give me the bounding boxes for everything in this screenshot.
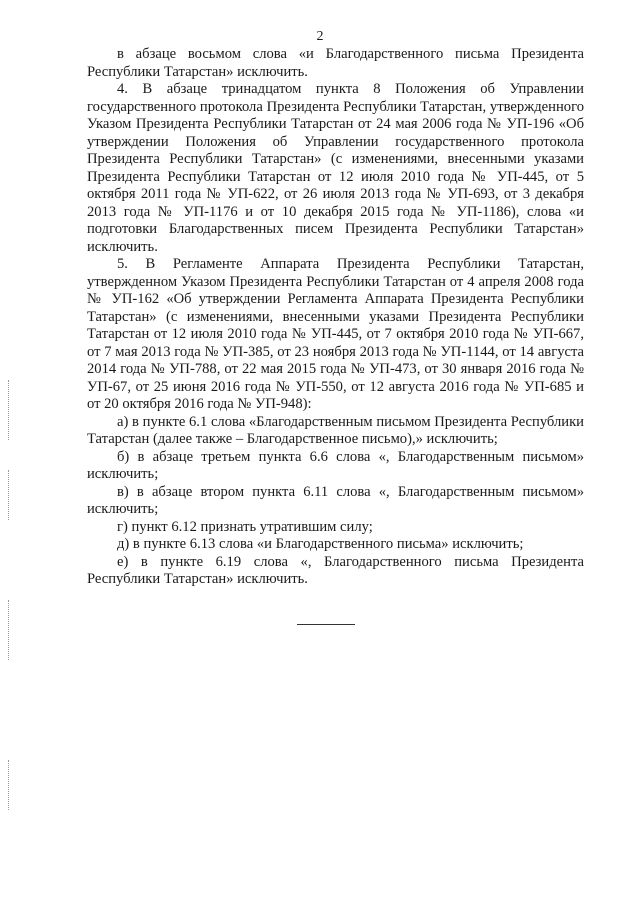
scan-edge-mark (8, 760, 9, 810)
subitem-g: г) пункт 6.12 признать утратившим силу; (117, 518, 373, 535)
subitem-d: д) в пункте 6.13 слова «и Благодарственного письма» исключить; (117, 536, 524, 552)
scan-edge-mark (8, 600, 9, 660)
document-body (87, 46, 584, 589)
paragraph-item-4: 4. В абзаце тринадцатом пункта 8 Положения об Управлении государственного протокола Президента Республики Татарстан, утвержденного Указом Президента Республики Татарстан от 24 мая 2006 года № УП-196 «Об утверждении Положения об Управлении государственного протокола Президента Республики Татарстан» (с изменениями, внесенными указами Президента Республики Татарстан от 12 июля 2010 года № УП-445, от 5 октября 2011 года № УП-622, от 26 июля 2013 года № УП-693, от 3 декабря 2013 года № УП-1176 и от 10 декабря 2015 года № УП-1186), слова «и подготовки Благодарственных писем Президента Республики Татарстан» исключить. (87, 81, 584, 255)
paragraph-item-5: 5. В Регламенте Аппарата Президента Республики Татарстан, утвержденном Указом Президента Республики Татарстан от 4 апреля 2008 года № УП-162 «Об утверждении Регламента Аппарата Президента Республики Татарстан» (с изменениями, внесенными указами Президента Республики Татарстан от 12 июля 2010 года № УП-445, от 7 октября 2010 года № УП-667, от 7 мая 2013 года № УП-385, от 23 ноября 2013 года № УП-1144, от 14 августа 2014 года № УП-788, от 22 мая 2015 года № УП-473, от 30 января 2016 года № УП-67, от 25 июня 2016 года № УП-550, от 12 августа 2016 года № УП-685 и от 20 октября 2016 года № УП-948): (87, 256, 584, 412)
subitem-b: б) в абзаце третьем пункта 6.6 слова «, Благодарственным письмом» исключить; (87, 448, 584, 482)
scan-edge-mark (8, 380, 9, 440)
end-divider (297, 624, 355, 625)
paragraph-paragraph-eight: в абзаце восьмом слова «и Благодарственного письма Президента Республики Татарстан» исключить. (87, 46, 584, 80)
subitem-a: а) в пункте 6.1 слова «Благодарственным письмом Президента Республики Татарстан (далее также – Благодарственное письмо),» исключить; (87, 413, 584, 447)
page-number: 2 (316, 29, 324, 44)
scan-edge-mark (8, 470, 9, 520)
subitem-v: в) в абзаце втором пункта 6.11 слова «, Благодарственным письмом» исключить; (87, 483, 584, 517)
subitem-e: е) в пункте 6.19 слова «, Благодарственного письма Президента Республики Татарстан» исключить. (87, 553, 584, 587)
